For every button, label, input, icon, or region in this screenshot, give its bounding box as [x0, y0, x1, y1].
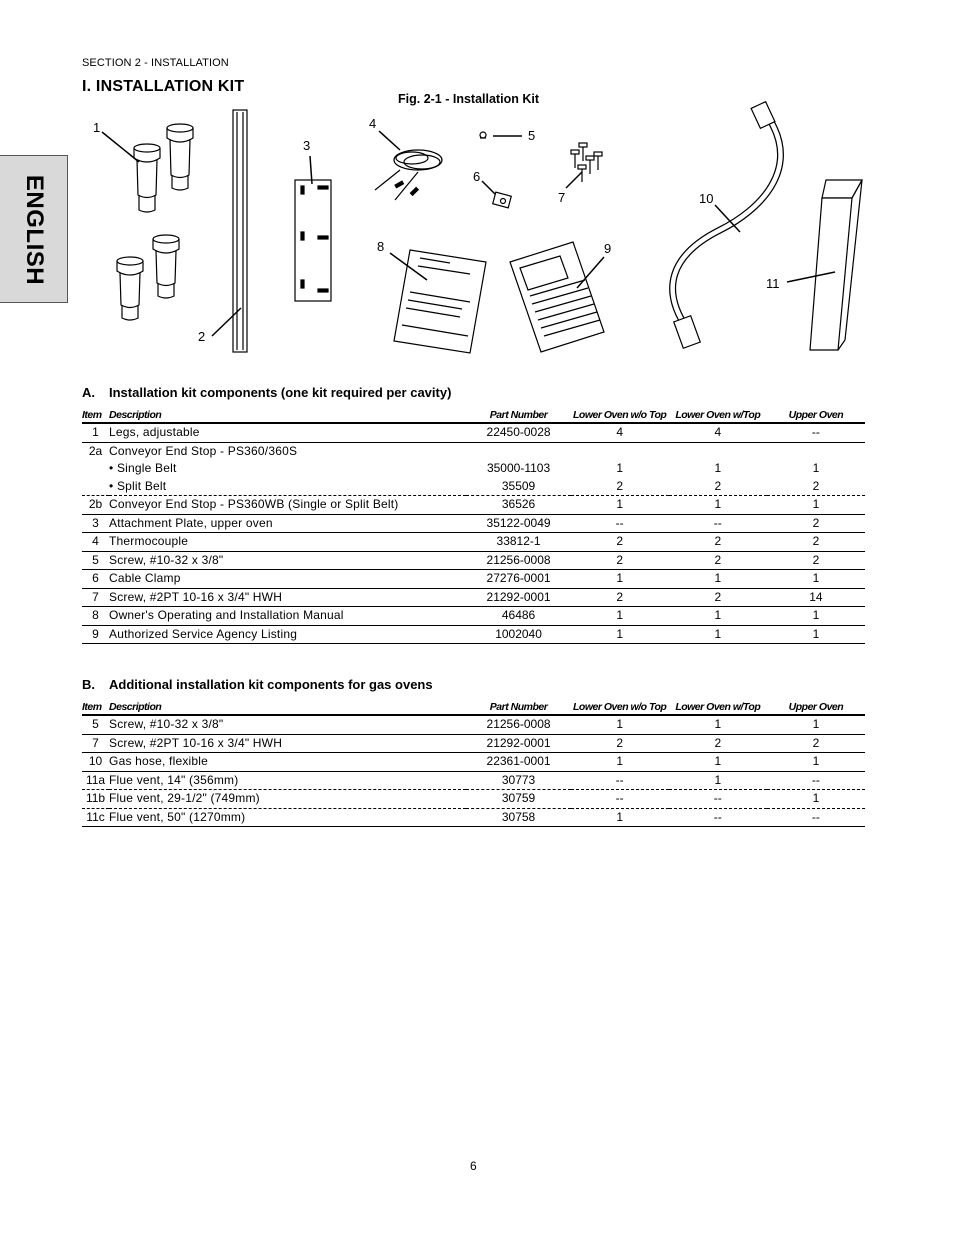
item-cell: 2a — [88, 443, 103, 458]
lower-oven-no-top-cell: 1 — [616, 461, 624, 475]
lower-oven-top-cell: 1 — [669, 715, 767, 734]
table-row — [82, 460, 865, 478]
table-row — [82, 533, 865, 552]
upper-oven-cell: 1 — [767, 625, 865, 644]
screw-illustration — [480, 132, 522, 138]
upper-oven-cell: 1 — [767, 753, 865, 772]
col-item-header: Item — [82, 408, 109, 423]
service-agency-listing-illustration — [510, 242, 604, 352]
section-b-heading — [82, 677, 433, 692]
lower-oven-no-top-cell: -- — [571, 771, 669, 790]
col-lower-oven-no-top-header: Lower Oven w/o Top — [571, 408, 669, 423]
callout-9: 9 — [604, 241, 612, 256]
upper-oven-cell: 1 — [767, 790, 865, 809]
thermocouple-illustration — [375, 131, 442, 200]
lower-oven-top-cell: 2 — [669, 734, 767, 753]
description-cell: Flue vent, 14" (356mm) — [109, 771, 466, 790]
lower-oven-top-cell: -- — [669, 790, 767, 809]
description-cell: Cable Clamp — [109, 570, 466, 589]
lower-oven-no-top-cell: 1 — [571, 570, 669, 589]
table-row — [82, 551, 865, 570]
item-cell — [82, 460, 109, 478]
table-row — [82, 625, 865, 644]
installation-kit-illustration — [82, 100, 872, 362]
description-cell: Thermocouple — [109, 533, 466, 552]
lower-oven-top-cell: 1 — [669, 496, 767, 515]
lower-oven-no-top-cell: 1 — [571, 715, 669, 734]
gas-oven-kit-table — [82, 700, 865, 827]
upper-oven-cell: -- — [767, 808, 865, 827]
lower-oven-top-cell: 2 — [669, 551, 767, 570]
lower-oven-no-top-cell: 1 — [571, 808, 669, 827]
part-number-cell: 22361-0001 — [466, 753, 570, 772]
col-lower-oven-top-header: Lower Oven w/Top — [669, 408, 767, 423]
description-cell: Gas hose, flexible — [109, 753, 466, 772]
upper-oven-cell: 2 — [767, 478, 865, 496]
lower-oven-no-top-cell — [571, 442, 669, 460]
part-number-cell: 35122-0049 — [466, 514, 570, 533]
upper-oven-cell: -- — [767, 423, 865, 442]
description-cell: Attachment Plate, upper oven — [109, 514, 466, 533]
item-cell: 2b — [82, 496, 109, 515]
item-cell: 5 — [82, 551, 109, 570]
lower-oven-top-cell: -- — [669, 514, 767, 533]
part-number-cell: 1002040 — [466, 625, 570, 644]
cable-clamp-illustration — [482, 181, 511, 208]
table-row — [82, 753, 865, 772]
callout-3: 3 — [303, 138, 311, 153]
part-number-cell: 21292-0001 — [466, 734, 570, 753]
lower-oven-no-top-cell: -- — [571, 514, 669, 533]
description-cell: • Single Belt — [109, 461, 177, 475]
flue-vent-illustration — [787, 180, 862, 350]
page-number: 6 — [470, 1159, 477, 1173]
col-item-header: Item — [82, 700, 109, 715]
table-row — [82, 570, 865, 589]
lower-oven-no-top-cell: 2 — [571, 478, 669, 496]
lower-oven-no-top-cell: 1 — [571, 496, 669, 515]
lower-oven-no-top-cell: -- — [571, 790, 669, 809]
lower-oven-top-cell: 2 — [669, 588, 767, 607]
lower-oven-no-top-cell: 4 — [571, 423, 669, 442]
description-cell: Screw, #10-32 x 3/8" — [109, 715, 466, 734]
table-row — [82, 734, 865, 753]
description-cell: Conveyor End Stop - PS360WB (Single or Split Belt) — [109, 496, 466, 515]
section-label: SECTION 2 - INSTALLATION — [82, 57, 229, 69]
upper-oven-cell: 14 — [767, 588, 865, 607]
description-cell: Flue vent, 50" (1270mm) — [109, 808, 466, 827]
table-row — [82, 808, 865, 827]
lower-oven-top-cell: 4 — [669, 423, 767, 442]
lower-oven-no-top-cell: 1 — [571, 625, 669, 644]
item-cell: 3 — [82, 514, 109, 533]
part-number-cell: 35509 — [466, 478, 570, 496]
section-a-heading — [82, 385, 451, 400]
table-row — [82, 588, 865, 607]
col-description-header: Description — [109, 408, 466, 423]
table-row — [82, 790, 865, 809]
part-number-cell: 27276-0001 — [466, 570, 570, 589]
lower-oven-no-top-cell: 1 — [571, 753, 669, 772]
figure-caption: Fig. 2-1 - Installation Kit — [398, 92, 539, 106]
upper-oven-cell: -- — [767, 771, 865, 790]
description-cell: Screw, #10-32 x 3/8" — [109, 551, 466, 570]
item-cell: 11b — [82, 790, 109, 809]
upper-oven-cell: 2 — [767, 551, 865, 570]
col-part-number-header: Part Number — [466, 700, 570, 715]
lower-oven-no-top-cell: 2 — [571, 551, 669, 570]
conveyor-end-stop-illustration — [212, 110, 247, 352]
callout-1: 1 — [93, 120, 101, 135]
upper-oven-cell: 1 — [767, 715, 865, 734]
description-cell: Conveyor End Stop - PS360/360S — [109, 443, 298, 458]
table-header-row — [82, 408, 865, 423]
lower-oven-top-cell: 2 — [669, 533, 767, 552]
col-lower-oven-top-header: Lower Oven w/Top — [669, 700, 767, 715]
lower-oven-top-cell: 1 — [669, 771, 767, 790]
lower-oven-top-cell: 2 — [669, 478, 767, 496]
item-cell: 4 — [82, 533, 109, 552]
item-cell: 1 — [82, 423, 109, 442]
item-cell: 11a — [82, 771, 109, 790]
section-a-letter: A. — [82, 385, 95, 400]
language-side-tab-label: ENGLISH — [21, 174, 48, 286]
lower-oven-top-cell: 1 — [669, 753, 767, 772]
upper-oven-cell: 1 — [812, 461, 820, 475]
upper-oven-cell: 2 — [767, 734, 865, 753]
part-number-cell: 30758 — [466, 808, 570, 827]
table-row — [82, 478, 865, 496]
table-row — [82, 496, 865, 515]
page-title: I. INSTALLATION KIT — [82, 78, 245, 95]
part-number-cell: 22450-0028 — [466, 423, 570, 442]
item-cell: 6 — [82, 570, 109, 589]
installation-kit-table — [82, 408, 865, 644]
table-header-row — [82, 700, 865, 715]
item-cell: 7 — [82, 588, 109, 607]
description-cell: Flue vent, 29-1/2" (749mm) — [109, 790, 466, 809]
lower-oven-no-top-cell: 1 — [571, 607, 669, 626]
col-upper-oven-header: Upper Oven — [767, 408, 865, 423]
part-number-cell: 21256-0008 — [466, 715, 570, 734]
callout-10: 10 — [699, 191, 714, 206]
upper-oven-cell: 1 — [767, 570, 865, 589]
col-description-header: Description — [109, 700, 466, 715]
col-part-number-header: Part Number — [466, 408, 570, 423]
part-number-cell: 33812-1 — [466, 533, 570, 552]
gas-hose-illustration — [673, 102, 781, 349]
part-number-cell: 21256-0008 — [466, 551, 570, 570]
col-upper-oven-header: Upper Oven — [767, 700, 865, 715]
table-row — [82, 607, 865, 626]
table-row — [82, 442, 865, 460]
col-lower-oven-no-top-header: Lower Oven w/o Top — [571, 700, 669, 715]
callout-6: 6 — [473, 169, 481, 184]
table-row — [82, 771, 865, 790]
part-number-cell: 36526 — [466, 496, 570, 515]
section-a-title: Installation kit components (one kit required per cavity) — [109, 385, 452, 400]
owners-manual-illustration — [390, 250, 486, 353]
lower-oven-top-cell: 1 — [669, 607, 767, 626]
item-cell: 10 — [82, 753, 109, 772]
description-cell: Screw, #2PT 10-16 x 3/4" HWH — [109, 734, 466, 753]
part-number-cell: 21292-0001 — [466, 588, 570, 607]
screws-cluster-illustration — [566, 143, 602, 188]
item-cell: 5 — [82, 715, 109, 734]
part-number-cell: 30773 — [466, 771, 570, 790]
lower-oven-no-top-cell: 2 — [571, 734, 669, 753]
attachment-plate-illustration — [295, 156, 331, 301]
callout-11: 11 — [766, 276, 780, 291]
description-cell: Screw, #2PT 10-16 x 3/4" HWH — [109, 588, 466, 607]
table-row — [82, 514, 865, 533]
item-cell: 11c — [82, 808, 109, 827]
item-cell — [82, 478, 109, 496]
lower-oven-top-cell: 1 — [669, 570, 767, 589]
adjustable-legs-illustration — [102, 124, 193, 320]
description-cell: Owner's Operating and Installation Manual — [109, 607, 466, 626]
lower-oven-top-cell: 1 — [669, 625, 767, 644]
upper-oven-cell — [767, 442, 865, 460]
lower-oven-top-cell: 1 — [714, 461, 722, 475]
item-cell: 7 — [82, 734, 109, 753]
lower-oven-top-cell: -- — [669, 808, 767, 827]
callout-4: 4 — [369, 116, 377, 131]
part-number-cell: 46486 — [466, 607, 570, 626]
description-cell: Authorized Service Agency Listing — [109, 625, 466, 644]
part-number-cell — [466, 442, 570, 460]
item-cell: 9 — [82, 625, 109, 644]
part-number-cell: 30759 — [466, 790, 570, 809]
upper-oven-cell: 2 — [767, 533, 865, 552]
table-row — [82, 715, 865, 734]
callout-5: 5 — [528, 128, 536, 143]
callout-2: 2 — [198, 329, 206, 344]
callout-8: 8 — [377, 239, 385, 254]
item-cell: 8 — [82, 607, 109, 626]
lower-oven-no-top-cell: 2 — [571, 588, 669, 607]
lower-oven-top-cell — [669, 442, 767, 460]
description-cell: • Split Belt — [109, 478, 466, 496]
table-row — [82, 423, 865, 442]
part-number-cell: 35000-1103 — [486, 461, 551, 475]
section-b-letter: B. — [82, 677, 95, 692]
upper-oven-cell: 1 — [767, 607, 865, 626]
language-side-tab — [0, 155, 68, 303]
lower-oven-no-top-cell: 2 — [571, 533, 669, 552]
description-cell: Legs, adjustable — [109, 423, 466, 442]
upper-oven-cell: 2 — [767, 514, 865, 533]
section-b-title: Additional installation kit components for gas ovens — [109, 677, 433, 692]
upper-oven-cell: 1 — [767, 496, 865, 515]
callout-7: 7 — [558, 190, 566, 205]
